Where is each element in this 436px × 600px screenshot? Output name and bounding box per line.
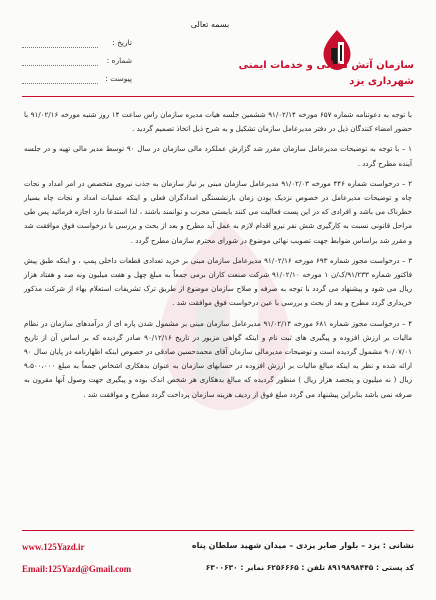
date-label: تاریخ : [112,38,132,47]
number-field [22,56,132,70]
resolution-4: ۴ – درخواست مجوز شماره ۶۸۱ مورخه ۹۱/۰۲/۱۴ مدیرعامل سازمان مبنی بر مشمول شدن پاره ای از درآمدهای سازمان در نظام مالیات بر ارزش افزوده و پیگیری های ثبت نام و اینکه گواهی مزبور در تاریخ ۹۰/۱۲/۱۶ صادر گردیده که بر اساس آن از تاریخ ۹۰/۰۷/۰۱ مشمول گردیده است و توضیحات مدیرمالی سازمان آقای محمدحسین صادقی در خصوص اینکه اظهارنامه در پایان سال ۹۰ ارائه شده و نظر به اینکه مبالغ مالیات بر ارزش افزوده در حسابهای سازمان به عنوان بدهکاری اشخاص جمعاً به مبلغ ۹،۵۰۰،۰۰۰ ریال ( نه میلیون و پنجصد هزار ریال ) منظور گردیده که مبالغ بدهکاری هر شخص اندک بوده و پیگیری جهت وصول آنها مقرون به صرفه نمی باشد بنابراین پیشنهاد می گردد مبلغ فوق از ردیف هزینه سازمان پرداخت گردد مطرح و موافقت شد . [24,318,412,399]
attachment-line [22,83,98,84]
organization-city: شهرداری یزد [349,76,414,87]
resolution-2: ۲ – درخواست شماره ۴۴۶ مورخه ۹۱/۰۲/۰۳ مدیرعامل سازمان مبنی بر نیاز سازمان به جذب نیروی متخصص در امر امداد و نجات چاه و توضیحات مدیرعامل در خصوص نزدیک بودن زمان بازنشستگی امدادگران فعلی و اینکه عملیات امداد و نجات چاه بسیار خطرناک می باشد و افرادی که در این پست فعالیت می کنند بایستی مجرب و توانمند باشند ، لذا استدعا دارد اجازه فرمائید پس طی مراحل قانونی نسبت به کارگیری شش نفر نیرو اقدام لازم به عمل آید مطرح و بعد از بحث و بررسی با درخواست فوق موافقت شد و مقرر شد براساس ضوابط جهت تصویب نهائی موضوع در شورای محترم سازمان مطرح گردد . [24,178,412,245]
website-link[interactable]: www.125Yazd.ir [22,542,85,552]
letter-body [24,108,412,408]
bismillah-heading: بسمه تعالی [190,20,230,29]
number-label: شماره : [106,56,132,65]
attachment-label: پیوست : [105,74,132,83]
date-line [22,47,98,48]
number-line [22,65,98,66]
date-field [22,38,132,52]
intro-paragraph: با توجه به دعوتنامه شماره ۶۵۷ مورخه ۹۱/۰۲/۱۴ ششمین جلسه هیات مدیره سازمان راس ساعت ۱۴ روز شنبه مورخه ۹۱/۰۲/۱۶ با حضور امضاء کنندگان ذیل در دفتر مدیرعامل سازمان تشکیل و به شرح ذیل اتخاذ تصمیم گردید . [24,110,413,134]
header-divider [22,96,414,97]
email-link[interactable]: Email:125Yazd@Gmail.com [22,564,132,574]
resolution-3: ۳ – درخواست مجوز شماره ۶۹۳ مورخه ۹۱/۰۲/۱۶ مدیرعامل سازمان مبنی بر خرید تعدادی قطعات داخلی پمپ ، و اینکه طبق پیش فاکتور شماره ۹۱/۲۳۳/ک/ن ۱ مورخه ۹۱/۰۲/۱۰ شرکت صنعت کاران برمی جمعاً به مبلغ چهل و هفت میلیون ونه صد و هفتاد هزار ریال می شود و پیشنهاد می گردد با توجه به صرفه و صلاح سازمان موضوع از طریق ترک تشریفات استعلام بهاء از شرکت مذکور خریداری گردد مطرح و بعد از بحث و بررسی با عین درخواست فوق موافقت شد . [24,255,412,308]
letter-footer [0,530,436,600]
contact-numbers: کد پستی : ۸۹۱۹۸۹۸۴۴۵ تلفن : ۶۲۵۶۶۶۵ نمابر : ۶۳۰۰۶۳۰ [205,563,414,572]
attachment-field [22,74,132,88]
resolution-1: ۱ – با توجه به توضیحات مدیرعامل سازمان مقرر شد گزارش عملکرد مالی سازمان در سال ۹۰ توسط مدیر مالی تهیه و در جلسه آینده مطرح گردد . [24,144,412,168]
postal-address: نشانی : یزد – بلوار صابر یزدی – میدان شهید سلطان پناه [191,541,414,550]
footer-divider [22,530,414,531]
organization-name: سازمان آتش نشانی و خدمات ایمنی [238,60,414,71]
